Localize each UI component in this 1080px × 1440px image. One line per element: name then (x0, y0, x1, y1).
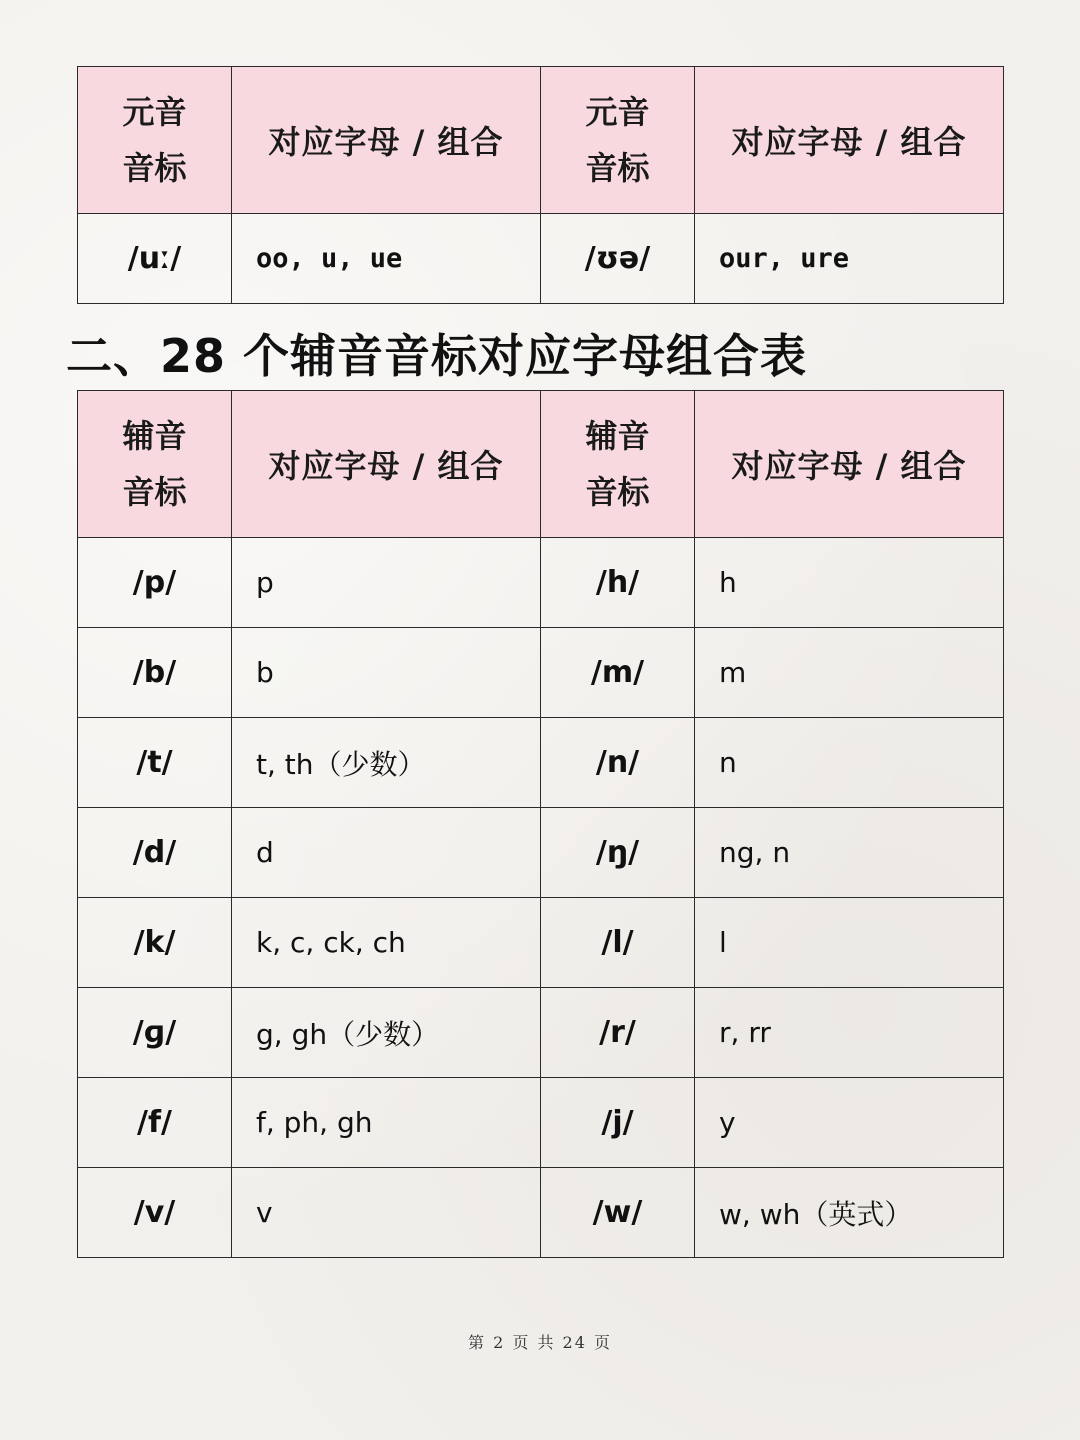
vowel-mapping-header-left: 对应字母 / 组合 (232, 67, 541, 214)
phonetic-symbol: /ɡ/ (78, 988, 232, 1078)
letter-combination: p (232, 538, 541, 628)
table-row (78, 988, 1004, 1078)
letter-combination: y (695, 1078, 1004, 1168)
table-row (78, 1078, 1004, 1168)
table-row (78, 808, 1004, 898)
phonetic-symbol: /b/ (78, 628, 232, 718)
table-row (78, 898, 1004, 988)
phonetic-symbol: /m/ (541, 628, 695, 718)
vowel-mapping-header-right: 对应字母 / 组合 (695, 67, 1004, 214)
phonetic-symbol: /r/ (541, 988, 695, 1078)
consonant-table-header-row (78, 391, 1004, 538)
phonetic-symbol: /k/ (78, 898, 232, 988)
phonetic-symbol: /t/ (78, 718, 232, 808)
page-number-footer: 第 2 页 共 24 页 (468, 1333, 612, 1352)
letter-combination: h (695, 538, 1004, 628)
phonetic-symbol: /w/ (541, 1168, 695, 1258)
consonant-symbol-header-right (541, 391, 695, 538)
vowel-table-header-row (78, 67, 1004, 214)
header-line: 音标 (585, 473, 650, 511)
phonetic-symbol: /n/ (541, 718, 695, 808)
letter-combination: m (695, 628, 1004, 718)
consonant-mapping-header-left: 对应字母 / 组合 (232, 391, 541, 538)
letter-combination: n (695, 718, 1004, 808)
phonetic-symbol: /v/ (78, 1168, 232, 1258)
header-line: 元音 (585, 93, 650, 131)
section-title: 二、28 个辅音音标对应字母组合表 (66, 329, 808, 383)
consonant-symbol-header-left (78, 391, 232, 538)
letter-combination: ng, n (695, 808, 1004, 898)
table-row (78, 538, 1004, 628)
phonetic-symbol: /l/ (541, 898, 695, 988)
letter-combination: f, ph, gh (232, 1078, 541, 1168)
letter-combination: oo, u, ue (232, 214, 541, 304)
phonetic-symbol: /d/ (78, 808, 232, 898)
letter-combination: l (695, 898, 1004, 988)
letter-combination: our, ure (695, 214, 1004, 304)
phonetic-symbol: /f/ (78, 1078, 232, 1168)
table-row (78, 718, 1004, 808)
phonetic-symbol: /j/ (541, 1078, 695, 1168)
phonetic-symbol: /ŋ/ (541, 808, 695, 898)
header-line: 辅音 (585, 417, 650, 455)
vowel-table (77, 66, 1004, 304)
letter-combination: w, wh（英式） (695, 1168, 1004, 1258)
letter-combination: g, gh（少数） (232, 988, 541, 1078)
letter-combination: r, rr (695, 988, 1004, 1078)
vowel-symbol-header-right (541, 67, 695, 214)
phonetic-symbol: /ʊə/ (541, 214, 695, 304)
table-row (78, 214, 1004, 304)
phonetic-symbol: /h/ (541, 538, 695, 628)
header-line: 音标 (122, 149, 187, 187)
header-line: 元音 (122, 93, 187, 131)
header-line: 音标 (122, 473, 187, 511)
letter-combination: d (232, 808, 541, 898)
header-line: 音标 (585, 149, 650, 187)
phonetic-symbol: /uː/ (78, 214, 232, 304)
table-row (78, 628, 1004, 718)
letter-combination: k, c, ck, ch (232, 898, 541, 988)
consonant-mapping-header-right: 对应字母 / 组合 (695, 391, 1004, 538)
table-row (78, 1168, 1004, 1258)
phonetic-symbol: /p/ (78, 538, 232, 628)
letter-combination: b (232, 628, 541, 718)
vowel-symbol-header-left (78, 67, 232, 214)
letter-combination: v (232, 1168, 541, 1258)
header-line: 辅音 (122, 417, 187, 455)
letter-combination: t, th（少数） (232, 718, 541, 808)
consonant-table (77, 390, 1004, 1258)
